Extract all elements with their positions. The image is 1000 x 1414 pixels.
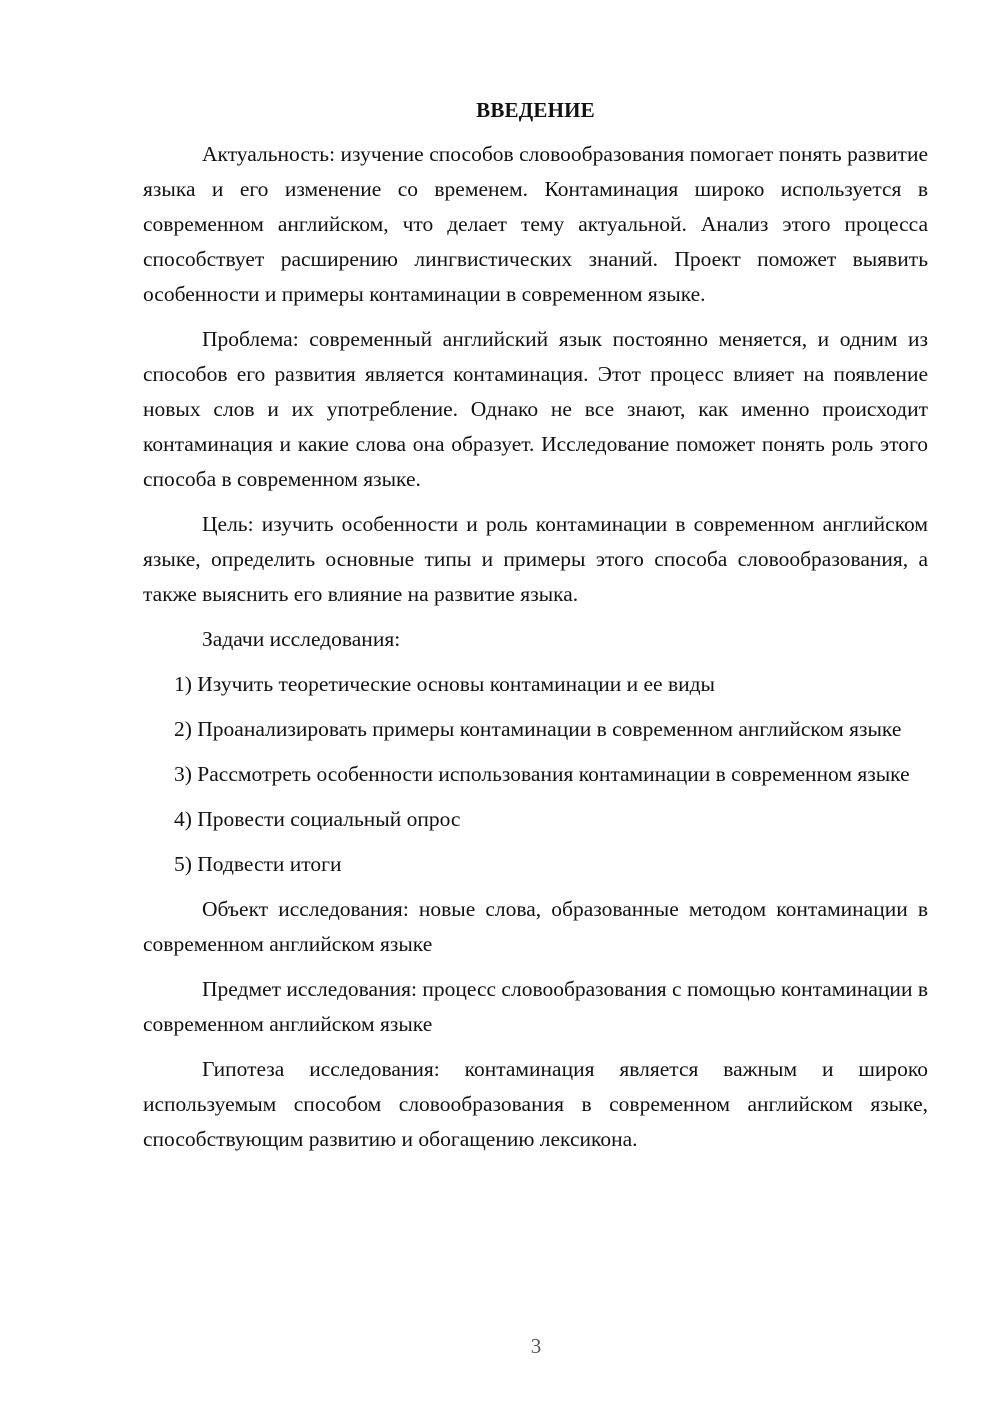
page-content [143, 96, 928, 1157]
task-item-1: 1) Изучить теоретические основы контаминации и ее виды [174, 672, 715, 696]
task-item-4: 4) Провести социальный опрос [174, 807, 461, 831]
paragraph-subject: Предмет исследования: процесс словообразования с помощью контаминации в современном английском языке [143, 977, 928, 1036]
task-item-2: 2) Проанализировать примеры контаминации в современном английском языке [174, 717, 902, 741]
section-title: ВВЕДЕНИЕ [476, 98, 595, 122]
paragraph-problem: Проблема: современный английский язык постоянно меняется, и одним из способов его развития является контаминация. Этот процесс влияет на появление новых слов и их употребление. Однако не все знают, как именно происходит контаминация и какие слова она образует. Исследование поможет понять роль этого способа в современном языке. [143, 327, 928, 491]
paragraph-goal: Цель: изучить особенности и роль контаминации в современном английском языке, определить основные типы и примеры этого способа словообразования, а также выяснить его влияние на развитие языка. [143, 512, 928, 606]
paragraph-relevance: Актуальность: изучение способов словообразования помогает понять развитие языка и его изменение со временем. Контаминация широко используется в современном английском, что делает тему актуальной. Анализ этого процесса способствует расширению лингвистических знаний. Проект поможет выявить особенности и примеры контаминации в современном языке. [143, 142, 928, 306]
task-item-3: 3) Рассмотреть особенности использования контаминации в современном языке [174, 762, 910, 786]
page-number: 3 [530, 1334, 542, 1358]
paragraph-hypothesis: Гипотеза исследования: контаминация является важным и широко используемым способом словообразования в современном английском языке, способствующим развитию и обогащению лексикона. [143, 1057, 928, 1151]
paragraph-tasks-heading: Задачи исследования: [202, 627, 401, 651]
task-item-5: 5) Подвести итоги [174, 852, 342, 876]
paragraph-object: Объект исследования: новые слова, образованные методом контаминации в современном английском языке [143, 897, 928, 956]
